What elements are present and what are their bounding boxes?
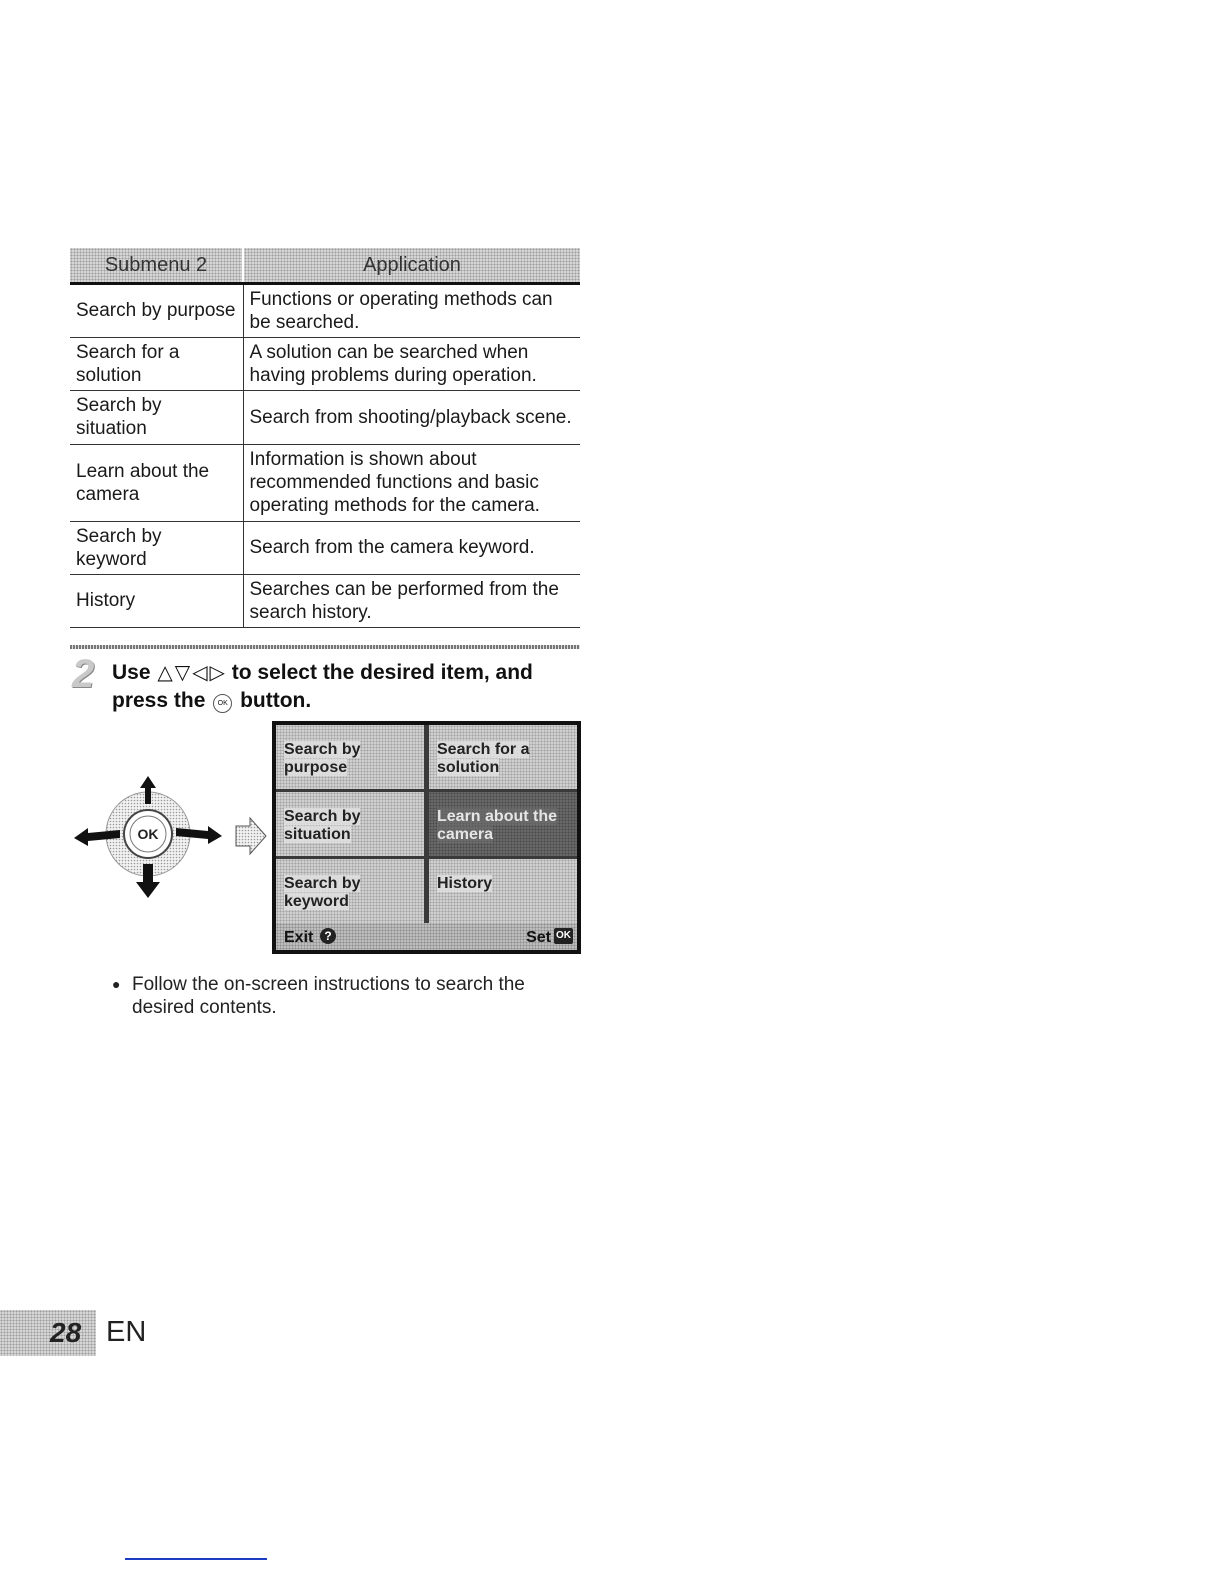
- application-cell: Searches can be performed from the search history.: [243, 575, 580, 628]
- table-row: [70, 522, 580, 575]
- dial-illustration: [70, 772, 270, 902]
- help-icon: ?: [320, 928, 336, 944]
- step-number: 2: [72, 652, 95, 696]
- application-cell: Search from shooting/playback scene.: [243, 391, 580, 445]
- arrow-down-icon: ▽: [174, 662, 191, 684]
- submenu-cell: Learn about the camera: [70, 445, 243, 522]
- arrow-up-icon: △: [157, 662, 173, 684]
- submenu-cell: Search for a solution: [70, 338, 243, 391]
- application-cell: Information is shown about recommended functions and basic operating methods for the camera.: [243, 445, 580, 522]
- exit-label: Exit: [284, 929, 314, 946]
- submenu-cell: Search by situation: [70, 391, 243, 445]
- page-number-tab: [0, 1310, 96, 1356]
- table-row: [70, 284, 580, 338]
- arrow-right-icon: ▷: [209, 662, 225, 684]
- table-header-row: [70, 248, 580, 284]
- ok-button-icon: OK: [213, 694, 232, 713]
- table-row: [70, 575, 580, 628]
- bullet-text: Follow the on-screen instructions to search the desired contents.: [132, 974, 525, 1018]
- menu-tile-search-by-situation[interactable]: Search by situation: [276, 792, 424, 856]
- table-row: [70, 391, 580, 445]
- table-row: [70, 338, 580, 391]
- menu-tile-learn-about-camera[interactable]: Learn about the camera: [429, 792, 577, 856]
- screen-status-bar: [276, 923, 577, 950]
- application-cell: A solution can be searched when having problems during operation.: [243, 338, 580, 391]
- step-text-use: Use: [112, 661, 151, 684]
- menu-tile-search-for-solution[interactable]: Search for a solution: [429, 725, 577, 789]
- pointer-arrow-icon: [236, 818, 266, 854]
- section-divider: [70, 645, 580, 649]
- ok-dial-label: OK: [137, 826, 159, 842]
- header-submenu: Submenu 2: [70, 248, 243, 284]
- submenu-cell: History: [70, 575, 243, 628]
- language-code: EN: [106, 1316, 147, 1348]
- bullet-note: [112, 973, 568, 1019]
- submenu-table: [70, 248, 580, 628]
- header-application: Application: [243, 248, 580, 284]
- menu-tile-history[interactable]: History: [429, 859, 577, 923]
- menu-tile-search-by-purpose[interactable]: Search by purpose: [276, 725, 424, 789]
- set-label: Set: [526, 929, 551, 946]
- submenu-cell: Search by purpose: [70, 284, 243, 338]
- table-row: [70, 445, 580, 522]
- screen-inner: [276, 725, 577, 950]
- step-text-select: to select the desired item, and press the: [112, 661, 533, 712]
- footer-link-line: [125, 1558, 267, 1560]
- submenu-cell: Search by keyword: [70, 522, 243, 575]
- ok-icon: OK: [554, 928, 573, 944]
- arrow-left-icon: ◁: [192, 662, 208, 684]
- camera-screen: [272, 721, 581, 954]
- page-number: 28: [50, 1317, 82, 1348]
- step-text-button: button.: [240, 689, 312, 712]
- application-cell: Search from the camera keyword.: [243, 522, 580, 575]
- application-cell: Functions or operating methods can be searched.: [243, 284, 580, 338]
- menu-tile-search-by-keyword[interactable]: Search by keyword: [276, 859, 424, 923]
- step-instruction: [112, 659, 582, 715]
- bullet-dot-icon: ●: [112, 976, 121, 992]
